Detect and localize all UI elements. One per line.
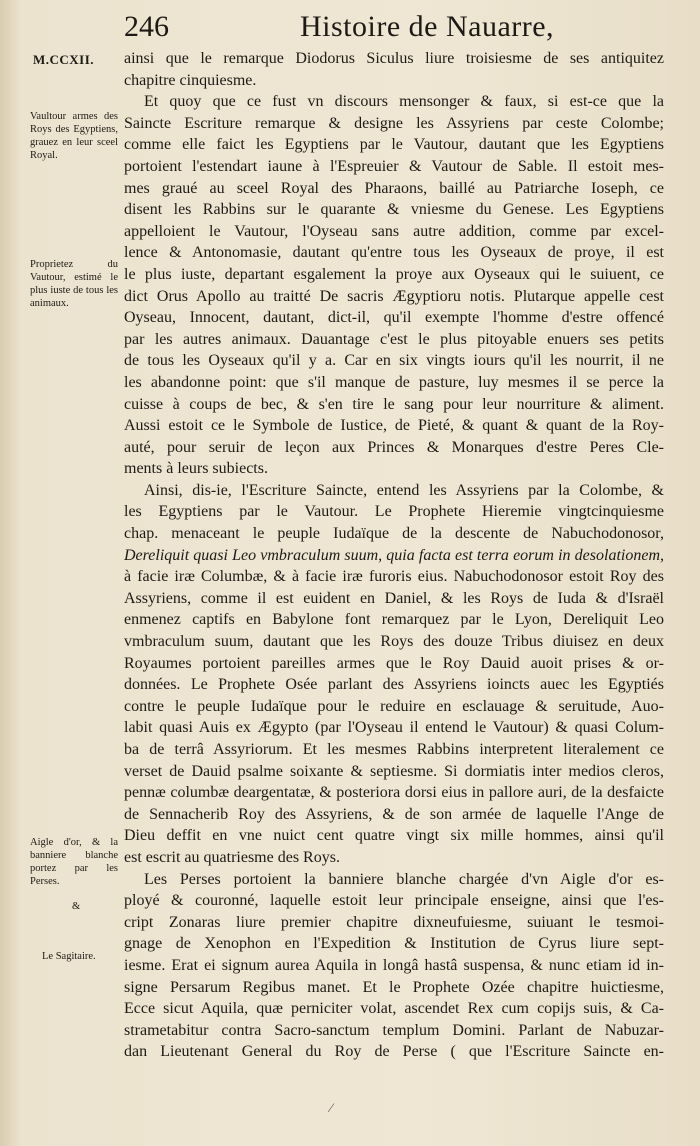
text-line: dict Orus Apollo au traitté De sacris Ægyptioru notis. Plutarque appelle cest	[124, 287, 664, 305]
text-line: chap. menaceant le peuple Iudaïque de la descente de Nabuchodonosor,	[124, 525, 664, 543]
text-line: ainsi que le remarque Diodorus Siculus liure troisiesme de ses antiquitez	[124, 50, 664, 67]
text-line: Oyseau, Innocent, dautant, dict-il, qu'il exempte l'homme d'estre offencé	[124, 309, 664, 327]
text-line: ployé & couronné, laquelle estoit leur principale enseigne, ainsi que l'es-	[124, 892, 664, 910]
text-line: ba de terrâ Assyriorum. Et les mesmes Rabbins interpretent literalement ce	[124, 741, 664, 758]
text-line: strametabitur contra Sacro-sanctum templum Domini. Parlant de Nabuzar-	[124, 1021, 664, 1039]
text-line: Dereliquit quasi Leo vmbraculum suum, quia facta est terra eorum in desolationem,	[124, 546, 664, 564]
text-line: est escrit au quatriesme des Roys.	[124, 848, 340, 866]
text-line: comme elle faict les Egyptiens par le Vautour, dautant que les Egyptiens	[124, 136, 664, 154]
text-line: labit quasi Auis ex Ægypto (par l'Oyseau il entend le Vautour) & quasi Colum-	[124, 719, 664, 737]
text-line: Saincte Escriture remarque & designe les Assyriens par ceste Colombe;	[124, 114, 664, 132]
text-line: disent les Rabbins sur le quarante & vniesme du Genese. Les Egyptiens	[124, 201, 664, 219]
margin-note-sagitaire: Le Sagitaire.	[42, 951, 96, 962]
text-line: de tous les Oyseaux qu'il y a. Car en six vingts iours qu'il les nourrit, il ne	[124, 352, 664, 370]
text-line: mes graué au sceel Royal des Pharaons, baillé au Patriarche Ioseph, ce	[124, 179, 664, 197]
text-line: Ecce sicut Aquila, quæ perniciter volat, ascendet Rex cum copijs suis, & Ca-	[124, 1000, 664, 1018]
text-line: les Egyptiens par le Vautour. Le Prophete Hieremie vingtcinquiesme	[124, 503, 664, 521]
margin-note-ampersand: &	[72, 901, 81, 912]
page-number: 246	[124, 10, 169, 43]
text-line: Aussi estoit ce le Symbole de Iustice, de Pieté, & quant & quant de la Roy-	[124, 417, 664, 435]
text-line: enmenez captifs en Babylone font remarquez par le Lyon, Dereliquit Leo	[124, 611, 664, 629]
margin-note-aigle: Aigle d'or, & la banniere blanche portez par les Perses.	[30, 837, 118, 887]
text-line: à facie iræ Columbæ, & à facie iræ furoris eius. Nabuchodonosor estoit Roy des	[124, 568, 664, 586]
text-line: le plus iuste, departant esgalement la proye aux Oyseaux qui le suiuent, ce	[124, 265, 664, 283]
text-line: lence & Antonomasie, dautant qu'entre tous les Oyseaux de proye, il est	[124, 244, 664, 262]
text-line: Dieu deffit en vne nuict cent quatre vingt six mille hommes, ainsi qu'il	[124, 827, 664, 845]
text-line: signe Persarum Regibus manet. Et le Prophete Ozée chapitre huictiesme,	[124, 978, 664, 996]
text-line: pennæ columbæ deargentatæ, & posteriora dorsi eius in pallore auri, de la desfaicte	[124, 784, 664, 802]
text-line: de Sennacherib Roy des Assyriens, & de son armée de laquelle l'Ange de	[124, 805, 664, 823]
text-line: vmbraculum suum, dautant que les Roys des douze Tribus diuisez en deux	[124, 633, 664, 651]
text-line: Royaumes portoient pareilles armes que le Roy Dauid auoit prises & or-	[124, 654, 664, 672]
signature-mark: ⁄	[330, 1100, 333, 1115]
page-header	[0, 10, 700, 46]
margin-note-proprietez: Proprietez du Vautour, estimé le plus iuste de tous les animaux.	[30, 259, 118, 309]
body-text	[124, 48, 664, 1063]
text-line: iesme. Erat ei signum aurea Aquila in longâ hastâ suspensa, & nunc etiam id in-	[124, 956, 664, 974]
text-line: verset de Dauid psalme soixante & septiesme. Si dormiatis inter medios cleros,	[124, 762, 664, 780]
text-line: appelloient le Vautour, l'Oyseau sans autre addition, comme par excel-	[124, 222, 664, 240]
text-line: Et quoy que ce fust vn discours mensonger & faux, si est-ce que la	[144, 93, 664, 111]
text-line: les abandonne point: que s'il manque de pasture, luy mesmes il se perce la	[124, 373, 664, 391]
running-title: Histoire de Nauarre,	[300, 10, 555, 43]
text-line: auté, pour seruir de leçon aux Princes & Monarques d'estre Peres Cle-	[124, 438, 664, 456]
text-line: données. Le Prophete Osée parlant des Assyriens ioincts auec les Egyptiés	[124, 676, 664, 694]
year-marker: M.CCXII.	[33, 52, 95, 67]
text-line: cuisse à coups de bec, & s'en tire le sang pour leur nourriture & aliment.	[124, 395, 664, 413]
text-line: Les Perses portoient la banniere blanche chargée d'vn Aigle d'or es-	[144, 870, 664, 888]
text-line: dan Lieutenant General du Roy de Perse ( que l'Escriture Saincte en-	[124, 1043, 664, 1061]
text-line: Assyriens, comme il est euident en Daniel, & les Roys de Iuda & d'Israël	[124, 589, 664, 607]
text-line: par les autres animaux. Dauantage c'est le plus pitoyable enuers ses petits	[124, 330, 664, 348]
text-line: contre le peuple Iudaïque pour le reduire en esclauage & seruitude, Auo-	[124, 697, 664, 715]
text-line: ments à leurs subiects.	[124, 460, 268, 478]
text-line: portoient l'estendart iaune à l'Espreuier & Vautour de Sable. Il estoit mes-	[124, 157, 664, 175]
text-line: Ainsi, dis-ie, l'Escriture Saincte, entend les Assyriens par la Colombe, &	[144, 481, 664, 499]
margin-note-vautour-armes: Vaultour armes des Roys des Egyptiens, grauez en leur sceel Royal.	[30, 111, 118, 161]
text-line: gnage de Xenophon en l'Expedition & Institution de Cyrus liure sept-	[124, 935, 664, 953]
text-line: chapitre cinquiesme.	[124, 71, 257, 89]
text-line: cript Zonaras liure premier chapitre dixneufuiesme, suiuant le tesmoi-	[124, 913, 664, 931]
